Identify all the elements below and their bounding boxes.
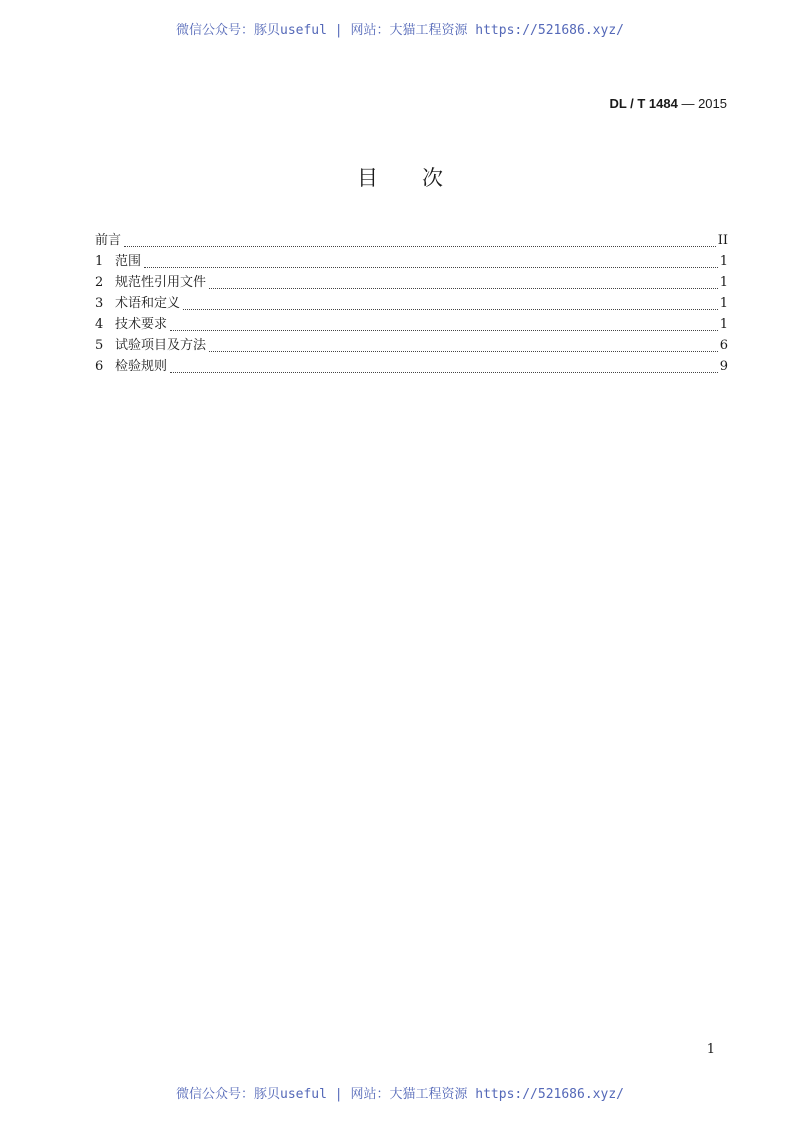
toc-leader-dots bbox=[209, 288, 718, 289]
toc-entry-page: 1 bbox=[719, 317, 728, 332]
toc-entry-page: 9 bbox=[719, 359, 728, 374]
toc-leader-dots bbox=[170, 372, 718, 373]
watermark-bottom: 微信公众号：豚贝useful | 网站：大猫工程资源 https://521686.xyz/ bbox=[176, 1087, 624, 1102]
standard-code bbox=[609, 96, 727, 111]
toc-leader-dots bbox=[209, 351, 718, 352]
toc-entry-page: 6 bbox=[719, 338, 728, 353]
toc-entry-terms-definitions[interactable] bbox=[95, 293, 728, 314]
watermark-top: 微信公众号：豚贝useful | 网站：大猫工程资源 https://521686.xyz/ bbox=[176, 23, 624, 38]
toc-leader-dots bbox=[170, 330, 718, 331]
toc-entry-label: 范围 bbox=[115, 254, 142, 269]
toc-entry-label: 规范性引用文件 bbox=[115, 275, 207, 290]
toc-leader-dots bbox=[183, 309, 718, 310]
toc-entry-technical-requirements[interactable] bbox=[95, 314, 728, 335]
toc-leader-dots bbox=[144, 267, 718, 268]
standard-year: — 2015 bbox=[677, 96, 727, 111]
toc-leader-dots bbox=[124, 246, 716, 247]
page-title: 目次 bbox=[357, 166, 487, 190]
toc-entry-label: 术语和定义 bbox=[115, 296, 181, 311]
toc-entry-label: 检验规则 bbox=[115, 359, 168, 374]
standard-number: DL / T 1484 bbox=[609, 96, 678, 111]
toc-entry-page: 1 bbox=[719, 254, 728, 269]
toc-entry-number: 5 bbox=[95, 338, 104, 353]
toc-entry-label: 试验项目及方法 bbox=[115, 338, 207, 353]
toc-entry-number: 2 bbox=[95, 275, 104, 290]
toc-entry-page: II bbox=[717, 233, 728, 248]
table-of-contents bbox=[95, 230, 728, 377]
toc-entry-page: 1 bbox=[719, 275, 728, 290]
page-number: 1 bbox=[706, 1042, 715, 1057]
toc-entry-number: 6 bbox=[95, 359, 104, 374]
toc-entry-label: 前言 bbox=[95, 233, 122, 248]
toc-entry-label: 技术要求 bbox=[115, 317, 168, 332]
toc-entry-scope[interactable] bbox=[95, 251, 728, 272]
toc-entry-number: 4 bbox=[95, 317, 104, 332]
toc-entry-foreword[interactable] bbox=[95, 230, 728, 251]
toc-entry-number: 3 bbox=[95, 296, 104, 311]
toc-entry-test-items-methods[interactable] bbox=[95, 335, 728, 356]
toc-entry-inspection-rules[interactable] bbox=[95, 356, 728, 377]
toc-entry-page: 1 bbox=[719, 296, 728, 311]
toc-entry-number: 1 bbox=[95, 254, 104, 269]
toc-entry-normative-references[interactable] bbox=[95, 272, 728, 293]
